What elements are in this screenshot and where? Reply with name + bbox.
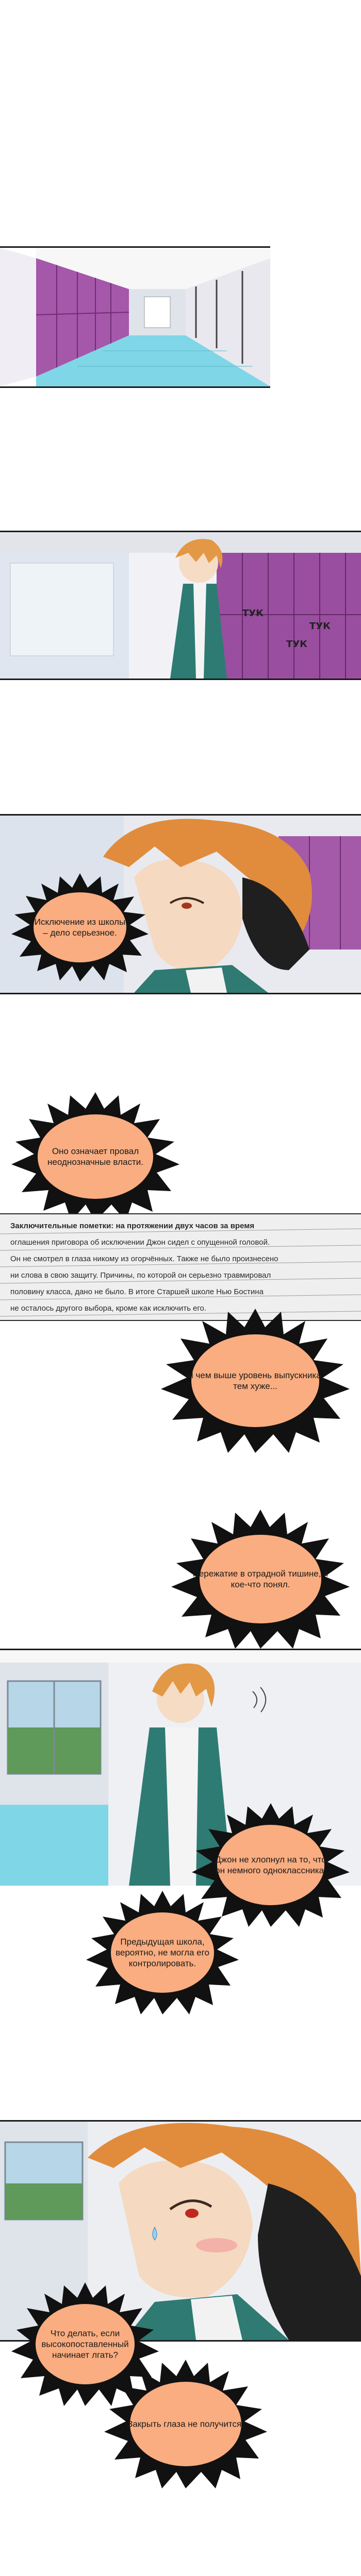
thought-burst-8: [103, 2360, 268, 2488]
thought-burst-3: [160, 1309, 351, 1453]
burst-text-1: Исключение из школы – дело серьезное.: [34, 917, 126, 938]
burst-text-6: Предыдущая школа, вероятно, не могла его контролировать.: [116, 1937, 209, 1969]
burst-text-7: Что делать, если высокопоставленный начинает лгать?: [41, 2328, 129, 2360]
sfx-tuk-1: ТУК: [242, 608, 264, 619]
thought-burst-6: [85, 1891, 240, 2014]
expulsion-report: [0, 1213, 361, 1321]
report-line-5: половину класса, дано не было. В итоге Старшей школе Нью Бостина: [10, 1287, 264, 1296]
thought-burst-2: [10, 1092, 180, 1221]
panel-boy-walking: [0, 531, 361, 680]
hallway-illustration: [0, 248, 270, 386]
panel-hallway: [0, 246, 270, 388]
report-line-4: ни слова в свою защиту. Причины, по которой он серьезно травмировал: [10, 1271, 271, 1280]
report-line-1: Заключительные пометки: на протяжении двух часов за время: [10, 1222, 255, 1230]
burst-text-5: Джон не хлопнул на то, что он немного одноклассника.: [215, 1855, 326, 1875]
boy-walking-illustration: [0, 532, 361, 679]
report-line-6: не осталось другого выбора, кроме как исключить его.: [10, 1304, 207, 1313]
burst-text-4: Пережатие в отрадной тишине, я кое-что понял.: [192, 1569, 329, 1589]
burst-text-2: Оно означает провал неоднозначные власти.: [47, 1146, 143, 1167]
burst-text-3: И чем выше уровень выпускника, тем хуже...: [187, 1370, 324, 1391]
report-line-3: Он не смотрел в глаза никому из огорчённых. Также не было произнесено: [10, 1255, 278, 1263]
burst-text-8: Закрыть глаза не получится.: [127, 2419, 244, 2429]
sfx-tuk-2: ТУК: [309, 621, 331, 632]
thought-burst-1: [10, 873, 150, 981]
thought-burst-4: [170, 1510, 351, 1649]
sfx-tuk-3: ТУК: [286, 639, 307, 650]
report-line-2: оглашения приговора об исключении Джон сидел с опущенной головой.: [10, 1238, 270, 1247]
